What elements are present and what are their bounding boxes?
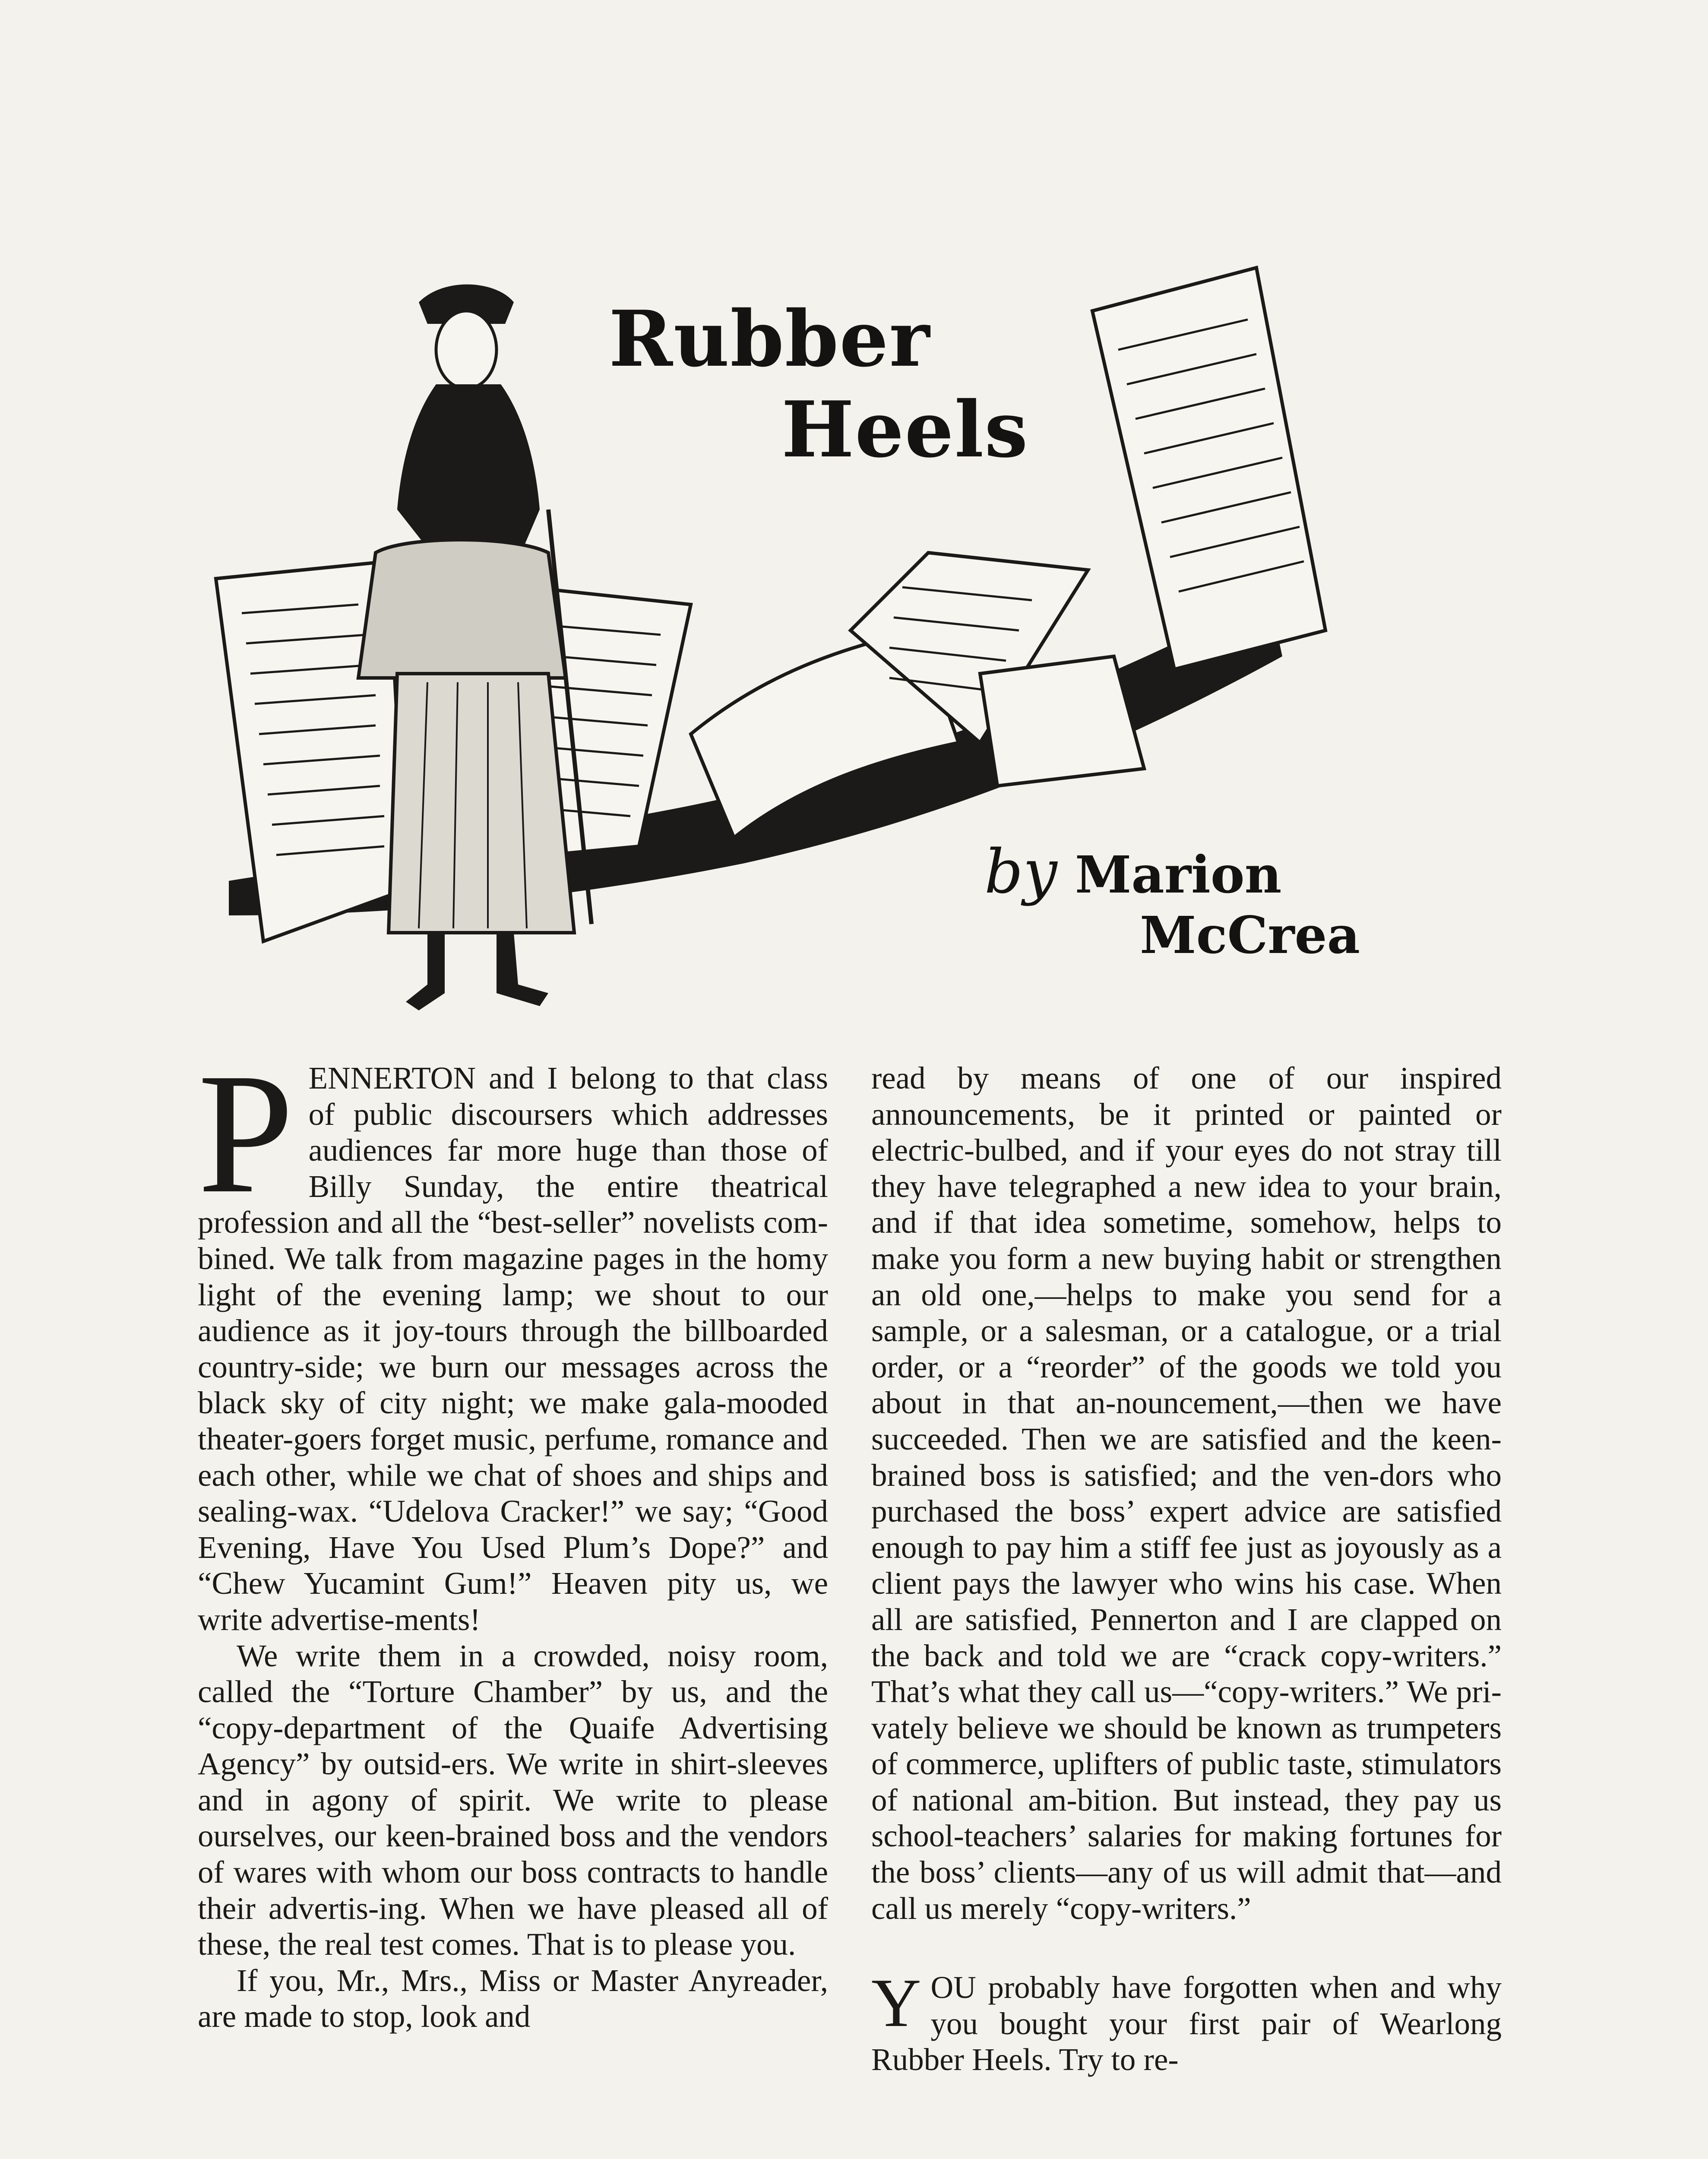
paragraph-text: ENNERTON and I belong to that class of public discoursers which addresses audiences far more huge than those of Billy Sunday, the entire theatrical profession and all the “best-seller” novelists com-bined. We talk from magazine pages in the homy light of the evening lamp; we shout to our audience as it joy-tours through the billboarded country-side; we burn our messages across the black sky of city night; we make gala-mooded theater-goers forget music, perfume, romance and each other, while we chat of shoes and ships and sealing-wax. “Udelova Cracker!” we say; “Good Evening, Have You Used Plum’s Dope?” and “Chew Yucamint Gum!” Heaven pity us, we write advertise-ments! [198,1061,828,1637]
text-column-right [871,1060,1502,2078]
text-column-left [198,1038,828,2035]
paragraph: If you, Mr., Mrs., Miss or Master Anyreader, are made to stop, look and [198,1963,828,2034]
paragraph [871,1964,1502,2078]
author-first-name: Marion [1075,845,1282,905]
byline-by: by [984,837,1057,907]
drop-cap: Y [871,1964,921,2042]
paragraph: We write them in a crowded, noisy room, called the “Torture Chamber” by us, and the “copy-department of the Quaife Advertising Agency” by outsid-ers. We write in shirt-sleeves and in agony of spirit. We write to please ourselves, our keen-brained boss and the vendors of wares with whom our boss contracts to handle their advertis-ing. When we have pleased all of these, the real test comes. That is to please you. [198,1638,828,1962]
paragraph [198,1038,828,1638]
woman-figure [358,285,591,1010]
title-line-2: Heels [781,384,1029,475]
drop-cap: P [198,1038,294,1229]
byline [984,837,1502,966]
title-line-1: Rubber [609,294,931,384]
paper-sheet-top-right [1092,268,1325,669]
article-title [609,294,1084,475]
author-last-name: McCrea [1140,905,1360,965]
paragraph-text: OU probably have forgotten when and why you bought your first pair of Wearlong Rubber Heels. Try to re- [871,1970,1502,2077]
paragraph: read by means of one of our inspired announcements, be it printed or painted or electric-bulbed, and if your eyes do not stray till they have telegraphed a new idea to your brain, and if that idea sometime, somehow, helps to make you form a new buying habit or strengthen an old one,—helps to make you send for a sample, or a salesman, or a catalogue, or a trial order, or a “reorder” of the goods we told you about in that an-nouncement,—then we have succeeded. Then we are satisfied and the keen-brained boss is satisfied; and the ven-dors who purchased the boss’ expert advice are satisfied enough to pay him a stiff fee just as joyously as a client pays the lawyer who wins his case. When all are satisfied, Pennerton and I are clapped on the back and told we are “crack copy-writers.” That’s what they call us—“copy-writers.” We pri-vately believe we should be known as trumpeters of commerce, uplifters of public taste, stimulators of national am-bition. But instead, they pay us school-teachers’ salaries for making fortunes for the boss’ clients—any of us will admit that—and call us merely “copy-writers.” [871,1061,1502,1926]
